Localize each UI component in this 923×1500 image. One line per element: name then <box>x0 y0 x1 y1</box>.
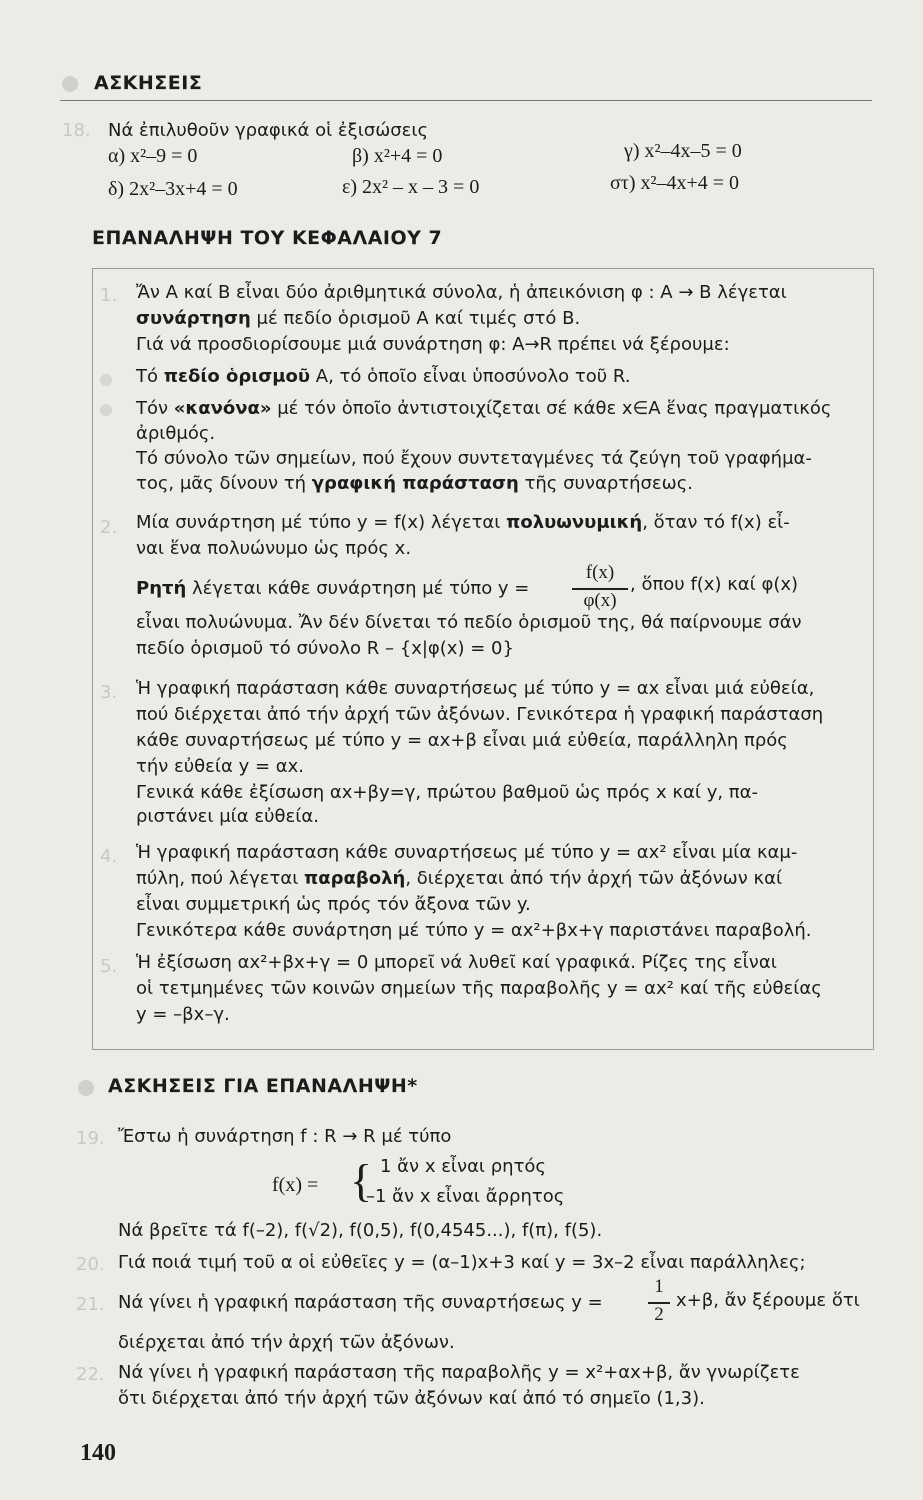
item-number: 5. <box>100 956 118 977</box>
equation-d: δ) 2x²–3x+4 = 0 <box>108 178 238 200</box>
review-line: εἶναι πολυώνυμα. Ἄν δέν δίνεται τό πεδίο ὁρισμοῦ της, θά παίρνουμε σάν <box>136 612 802 633</box>
review-line: Μία συνάρτηση μέ τύπο y = f(x) λέγεται πολυωνυμική, ὅταν τό f(x) εἶ- <box>136 512 790 533</box>
review-line: ἀριθμός. <box>136 423 216 444</box>
review-line: πύλη, πού λέγεται παραβολή, διέρχεται ἀπό τήν ἀρχή τῶν ἀξόνων καί <box>136 868 783 889</box>
piecewise-case: –1 ἄν x εἶναι ἄρρητος <box>366 1186 565 1207</box>
equation-b: β) x²+4 = 0 <box>352 145 443 167</box>
review-line: y = –βx–γ. <box>136 1004 230 1025</box>
exercise-line: Νά γίνει ἡ γραφική παράσταση τῆς παραβολῆς y = x²+αx+β, ἄν γνωρίζετε <box>118 1362 800 1383</box>
header-rule <box>60 100 872 101</box>
section-bullet-icon <box>78 1080 94 1096</box>
review-exercises-title: ΑΣΚΗΣΕΙΣ ΓΙΑ ΕΠΑΝΑΛΗΨΗ* <box>108 1075 418 1097</box>
review-line: Ἡ γραφική παράσταση κάθε συναρτήσεως μέ τύπο y = αx εἶναι μιά εὐθεία, <box>136 678 815 699</box>
review-line: πού διέρχεται ἀπό τήν ἀρχή τῶν ἀξόνων. Γενικότερα ἡ γραφική παράσταση <box>136 704 824 725</box>
fraction-numerator: f(x) <box>585 562 615 583</box>
section-bullet-icon <box>62 76 78 92</box>
review-line: , ὅπου f(x) καί φ(x) <box>630 574 799 595</box>
exercise-line: Νά γίνει ἡ γραφική παράσταση τῆς συναρτήσεως y = <box>118 1292 603 1313</box>
exercise-line: Γιά ποιά τιμή τοῦ α οἱ εὐθεῖες y = (α–1)x+3 καί y = 3x–2 εἶναι παράλληλες; <box>118 1252 806 1273</box>
review-line: Ἡ γραφική παράσταση κάθε συναρτήσεως μέ τύπο y = αx² εἶναι μία καμ- <box>136 842 798 863</box>
review-line: τήν εὐθεία y = αx. <box>136 756 305 777</box>
review-line: Ρητή λέγεται κάθε συνάρτηση μέ τύπο y = <box>136 578 530 599</box>
exercise-number: 19. <box>76 1128 105 1149</box>
exercise-line: x+β, ἄν ξέρουμε ὅτι <box>676 1290 860 1311</box>
exercise-line: διέρχεται ἀπό τήν ἀρχή τῶν ἀξόνων. <box>118 1332 455 1353</box>
item-number: 4. <box>100 846 118 867</box>
term-graph: γραφική παράσταση <box>311 473 519 494</box>
item-number: 3. <box>100 682 118 703</box>
review-line: κάθε συναρτήσεως μέ τύπο y = αx+β εἶναι μιά εὐθεία, παράλληλη πρός <box>136 730 788 751</box>
review-title: ΕΠΑΝΑΛΗΨΗ ΤΟΥ ΚΕΦΑΛΑΙΟΥ 7 <box>92 227 443 249</box>
exercise-line: Ἔστω ἡ συνάρτηση f : R → R μέ τύπο <box>118 1126 452 1147</box>
review-line: Τό σύνολο τῶν σημείων, πού ἔχουν συντεταγμένες τά ζεύγη τοῦ γραφήμα- <box>136 448 812 469</box>
exercise-number: 22. <box>76 1364 105 1385</box>
piecewise-label: f(x) = <box>272 1174 319 1196</box>
term-domain: πεδίο ὁρισμοῦ <box>163 366 311 387</box>
review-line: Ἡ ἐξίσωση αx²+βx+γ = 0 μπορεῖ νά λυθεῖ καί γραφικά. Ρίζες της εἶναι <box>136 952 777 973</box>
review-line: οἱ τετμημένες τῶν κοινῶν σημείων τῆς παραβολῆς y = αx² καί τῆς εὐθείας <box>136 978 822 999</box>
review-line: ναι ἕνα πολυώνυμο ὡς πρός x. <box>136 538 412 559</box>
term-function: συνάρτηση <box>136 308 251 329</box>
section-title: ΑΣΚΗΣΕΙΣ <box>94 72 203 94</box>
review-line: Γενικότερα κάθε συνάρτηση μέ τύπο y = αx²+βx+γ παριστάνει παραβολή. <box>136 920 812 941</box>
term-parabola: παραβολή <box>304 868 406 889</box>
review-line: Γενικά κάθε ἐξίσωση αx+βy=γ, πρώτου βαθμοῦ ὡς πρός x καί y, πα- <box>136 782 758 803</box>
line-text: μέ πεδίο ὁρισμοῦ Α καί τιμές στό Β. <box>250 308 581 329</box>
exercise-number: 20. <box>76 1254 105 1275</box>
review-line: Γιά νά προσδιορίσουμε μιά συνάρτηση φ: A→R πρέπει νά ξέρουμε: <box>136 334 730 355</box>
term-polynomial: πολυωνυμική <box>506 512 643 533</box>
item-number: 2. <box>100 517 118 538</box>
review-line: τος, μᾶς δίνουν τή γραφική παράσταση τῆς συναρτήσεως. <box>136 473 694 494</box>
term-rule: «κανόνα» <box>173 398 272 419</box>
fraction-numerator: 1 <box>654 1276 664 1297</box>
equation-e: ε) 2x² – x – 3 = 0 <box>342 176 480 198</box>
fraction-denominator: φ(x) <box>583 590 617 611</box>
piecewise-brace: { <box>350 1155 373 1206</box>
equation-a: α) x²–9 = 0 <box>108 145 198 167</box>
review-line: πεδίο ὁρισμοῦ τό σύνολο R – {x|φ(x) = 0} <box>136 638 514 659</box>
review-line: εἶναι συμμετρική ὡς πρός τόν ἄξονα τῶν y. <box>136 894 531 915</box>
review-line: Ἄν Α καί Β εἶναι δύο ἀριθμητικά σύνολα, ἡ ἀπεικόνιση φ : Α → Β λέγεται <box>136 282 787 303</box>
review-line: ριστάνει μία εὐθεία. <box>136 806 319 827</box>
equation-c: γ) x²–4x–5 = 0 <box>624 140 742 162</box>
list-bullet-icon <box>100 374 112 386</box>
piecewise-case: 1 ἄν x εἶναι ρητός <box>380 1156 546 1177</box>
review-line: Τό πεδίο ὁρισμοῦ Α, τό ὁποῖο εἶναι ὑποσύνολο τοῦ R. <box>136 366 631 387</box>
fraction-denominator: 2 <box>654 1304 664 1325</box>
list-bullet-icon <box>100 404 112 416</box>
exercise-line: Νά βρεῖτε τά f(–2), f(√2), f(0,5), f(0,4545...), f(π), f(5). <box>118 1220 603 1241</box>
equation-f: στ) x²–4x+4 = 0 <box>610 172 740 194</box>
exercise-line: ὅτι διέρχεται ἀπό τήν ἀρχή τῶν ἀξόνων καί ἀπό τό σημεῖο (1,3). <box>118 1388 705 1409</box>
review-line: Τόν «κανόνα» μέ τόν ὁποῖο ἀντιστοιχίζεται σέ κάθε x∈A ἕνας πραγματικός <box>136 398 832 419</box>
exercise-number: 18. <box>62 120 91 141</box>
term-rational: Ρητή <box>136 578 187 599</box>
item-number: 1. <box>100 285 118 306</box>
review-line <box>136 308 580 330</box>
exercise-number: 21. <box>76 1294 105 1315</box>
page-number: 140 <box>80 1440 116 1466</box>
exercise-text: Νά ἐπιλυθοῦν γραφικά οἱ ἐξισώσεις <box>108 120 429 141</box>
